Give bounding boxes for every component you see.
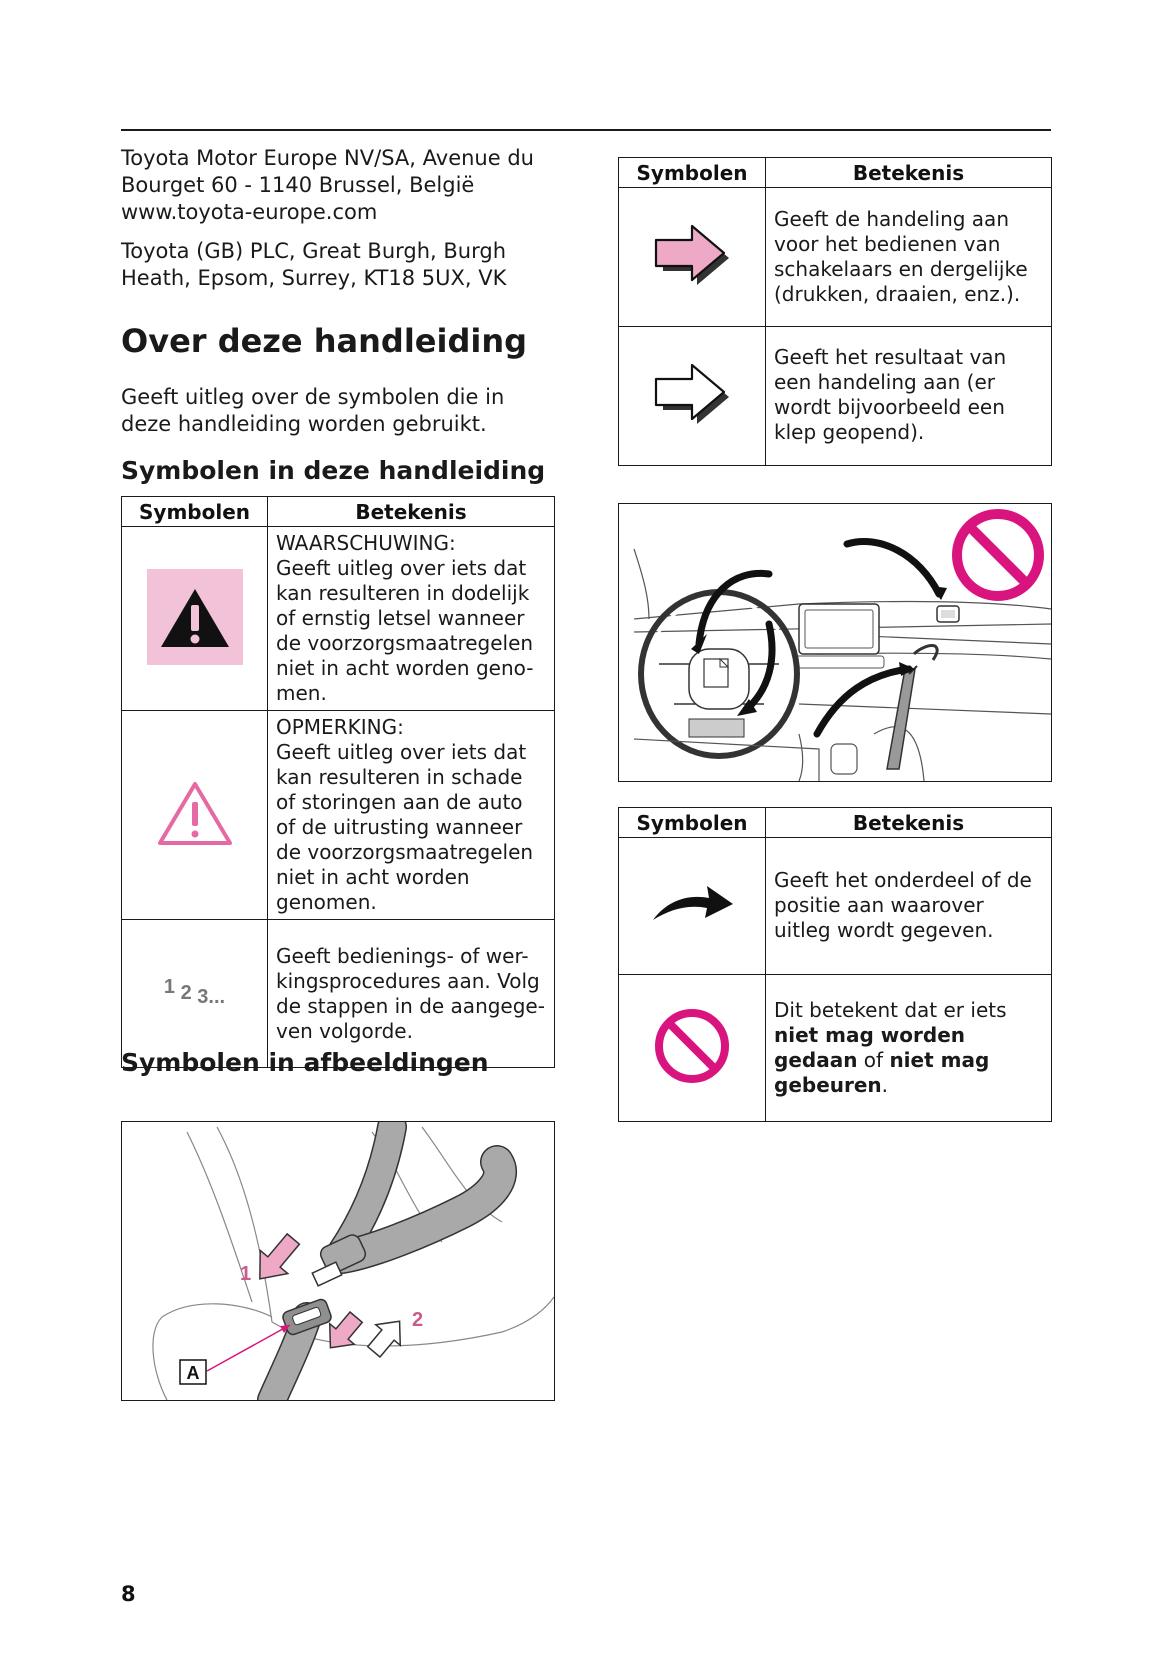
forbidden-description	[766, 975, 1052, 1122]
notice-triangle-icon	[155, 778, 235, 848]
manual-symbols-table	[121, 496, 555, 1068]
table-row	[619, 188, 1052, 327]
pointer-symbols-table	[618, 807, 1052, 1122]
table-row	[122, 920, 555, 1068]
seatbelt-illustration	[122, 1122, 554, 1400]
table-row	[619, 975, 1052, 1122]
warning-icon-cell	[122, 527, 268, 711]
section-title-symbols: Symbolen in deze handleiding	[121, 456, 546, 485]
figure-label-2: 2	[412, 1309, 424, 1331]
address-europe	[121, 145, 551, 226]
header-symbols: Symbolen	[619, 808, 766, 838]
warning-heading: WAARSCHUWING:	[276, 531, 456, 555]
pointer-arrow-description	[766, 838, 1052, 975]
page-title: Over deze handleiding	[121, 322, 528, 360]
forbidden-icon-cell	[619, 975, 766, 1122]
forbidden-icon	[652, 1006, 732, 1086]
table-row	[122, 711, 555, 920]
header-symbols: Symbolen	[619, 158, 766, 188]
forbidden-text: Dit betekent dat er iets niet mag worden gedaan of niet mag gebeuren.	[774, 998, 1007, 1097]
result-arrow-cell	[619, 327, 766, 466]
dashboard-figure	[618, 503, 1052, 782]
table-row	[619, 838, 1052, 975]
result-arrow-description	[766, 327, 1052, 466]
pointer-arrow-cell	[619, 838, 766, 975]
table-row	[619, 327, 1052, 466]
header-meaning: Betekenis	[766, 808, 1052, 838]
steps-icon-cell	[122, 920, 268, 1068]
steps-number-icon: 1 2 3...	[163, 976, 226, 1008]
action-arrow-cell	[619, 188, 766, 327]
result-arrow-icon	[652, 361, 732, 427]
intro-text: Geeft uitleg over de symbolen die in deze handleiding worden gebruikt.	[121, 385, 505, 436]
notice-description	[268, 711, 555, 920]
notice-text: Geeft uitleg over iets dat kan resulteren in schade of storingen aan de auto of de uitrusting wanneer de voorzorgsmaatregelen niet in acht worden genomen.	[276, 740, 534, 914]
pointer-arrow-icon	[647, 876, 737, 932]
table-header-row	[619, 158, 1052, 188]
address-europe-text: Toyota Motor Europe NV/SA, Avenue du Bourget 60 - 1140 Brussel, België www.toyota-europe.com	[121, 146, 534, 224]
header-meaning: Betekenis	[766, 158, 1052, 188]
steps-text: Geeft bedienings- of wer-kingsprocedures aan. Volg de stappen in de aangege-ven volgorde.	[276, 943, 545, 1043]
table-row	[122, 527, 555, 711]
seatbelt-figure	[121, 1121, 555, 1401]
table-header-row	[619, 808, 1052, 838]
action-arrow-icon	[652, 222, 732, 288]
warning-text: Geeft uitleg over iets dat kan resulteren in dodelijk of ernstig letsel wanneer de voorzorgsmaatregelen niet in acht worden geno-men.	[276, 556, 534, 705]
address-gb	[121, 238, 551, 292]
result-arrow-text: Geeft het resultaat van een handeling aan (er wordt bijvoorbeeld een klep geopend).	[774, 345, 1007, 444]
warning-triangle-icon	[147, 569, 243, 665]
warning-description	[268, 527, 555, 711]
top-rule	[121, 129, 1051, 131]
table-header-row	[122, 497, 555, 527]
arrow-symbols-table	[618, 157, 1052, 466]
figure-label-a: A	[186, 1363, 200, 1383]
pointer-arrow-text: Geeft het onderdeel of de positie aan waarover uitleg wordt gegeven.	[774, 868, 1032, 942]
header-meaning: Betekenis	[268, 497, 555, 527]
address-gb-text: Toyota (GB) PLC, Great Burgh, Burgh Heath, Epsom, Surrey, KT18 5UX, VK	[121, 239, 507, 290]
page-number: 8	[121, 1582, 136, 1606]
action-arrow-text: Geeft de handeling aan voor het bedienen van schakelaars en dergelijke (drukken, draaien, enz.).	[774, 207, 1028, 306]
header-symbols: Symbolen	[122, 497, 268, 527]
action-arrow-description	[766, 188, 1052, 327]
notice-heading: OPMERKING:	[276, 715, 404, 739]
steps-description	[268, 920, 555, 1068]
notice-icon-cell	[122, 711, 268, 920]
dashboard-illustration	[619, 504, 1051, 781]
section-title-images: Symbolen in afbeeldingen	[121, 1048, 489, 1077]
figure-label-1: 1	[240, 1263, 252, 1285]
